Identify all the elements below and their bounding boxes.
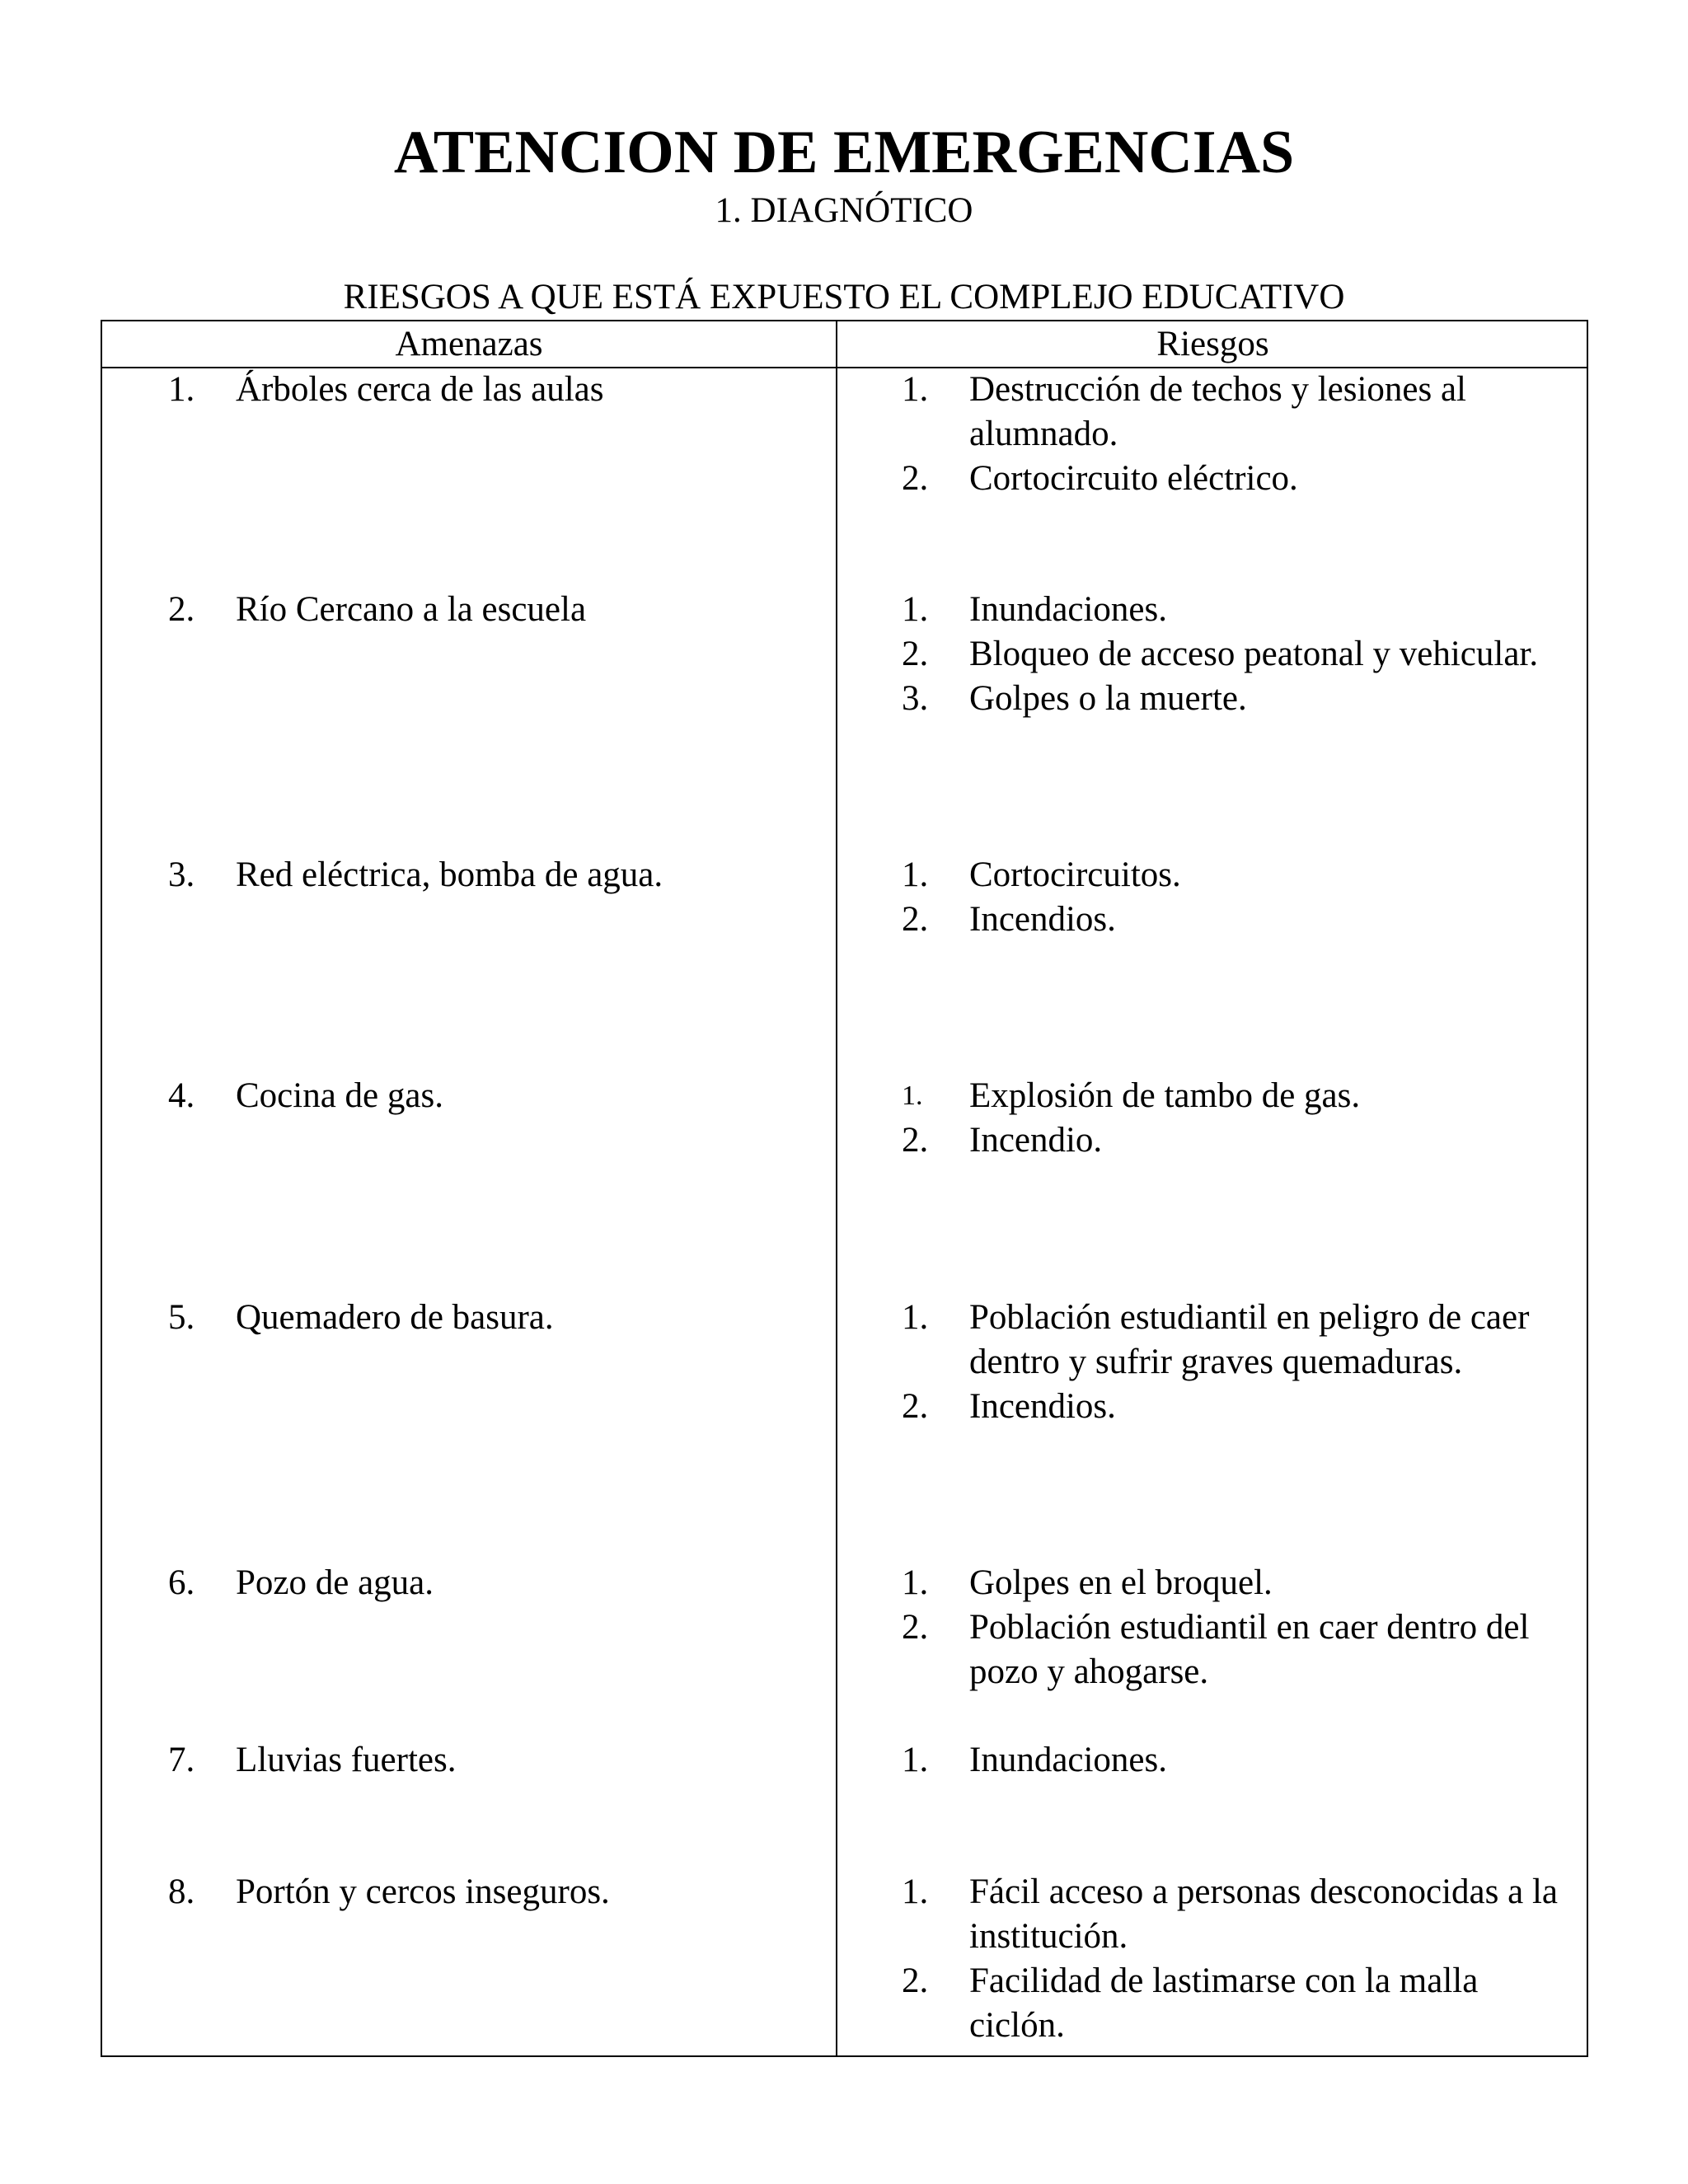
riesgo-text: Bloqueo de acceso peatonal y vehicular.	[969, 635, 1539, 673]
amenaza-number: 7.	[168, 1741, 195, 1779]
list-item	[902, 1118, 1578, 1163]
riesgo-number: 1.	[902, 1298, 929, 1337]
riesgo-number: 1.	[902, 1872, 929, 1911]
riesgo-number: 2.	[902, 635, 929, 673]
list-item	[902, 898, 1578, 942]
list-item	[902, 368, 1578, 457]
amenaza-number: 2.	[168, 590, 195, 629]
amenaza-text: Pozo de agua.	[236, 1563, 434, 1602]
riesgos-list	[902, 1870, 1578, 2048]
list-item	[902, 853, 1578, 898]
column-header-amenazas: Amenazas	[395, 325, 543, 363]
amenaza-cell	[168, 1561, 819, 1605]
list-item	[902, 457, 1578, 501]
list-item	[902, 1296, 1578, 1385]
list-item	[902, 632, 1578, 677]
risk-table	[101, 320, 1588, 2057]
amenaza-cell	[168, 1738, 819, 1783]
amenaza-text: Portón y cercos inseguros.	[236, 1872, 610, 1911]
riesgo-number: 2.	[902, 1387, 929, 1426]
amenaza-number: 6.	[168, 1563, 195, 1602]
amenaza-cell	[168, 853, 819, 898]
riesgo-text: Población estudiantil en caer dentro del pozo y ahogarse.	[969, 1608, 1530, 1691]
list-item	[902, 1738, 1578, 1783]
document-title: ATENCION DE EMERGENCIAS	[393, 119, 1295, 186]
amenaza-cell	[168, 368, 819, 412]
amenaza-cell	[168, 588, 819, 632]
amenaza-number: 8.	[168, 1872, 195, 1911]
table-caption: RIESGOS A QUE ESTÁ EXPUESTO EL COMPLEJO EDUCATIVO	[343, 278, 1345, 316]
riesgo-text: Cortocircuitos.	[969, 855, 1181, 894]
amenaza-text: Árboles cerca de las aulas	[236, 370, 604, 409]
amenaza-cell	[168, 1074, 819, 1118]
riesgo-number: 2.	[902, 900, 929, 939]
riesgo-number: 1.	[902, 855, 929, 894]
amenaza-text: Cocina de gas.	[236, 1076, 443, 1115]
list-item	[902, 1074, 1578, 1118]
riesgos-list	[902, 1296, 1578, 1429]
amenaza-cell	[168, 1296, 819, 1340]
riesgo-number: 3.	[902, 679, 929, 718]
column-divider	[836, 321, 837, 2055]
column-header-riesgos: Riesgos	[1156, 325, 1269, 363]
amenaza-number: 3.	[168, 855, 195, 894]
riesgo-number: 2.	[902, 1608, 929, 1647]
riesgo-text: Cortocircuito eléctrico.	[969, 459, 1298, 498]
riesgo-text: Inundaciones.	[969, 590, 1168, 629]
riesgo-text: Incendio.	[969, 1121, 1103, 1160]
list-item	[902, 1959, 1578, 2048]
riesgo-number: 2.	[902, 459, 929, 498]
list-item	[902, 677, 1578, 721]
riesgo-number: 2.	[902, 1961, 929, 2000]
list-item	[902, 1385, 1578, 1429]
list-item	[902, 1605, 1578, 1694]
riesgos-list	[902, 1738, 1578, 1783]
riesgo-text: Explosión de tambo de gas.	[969, 1076, 1361, 1115]
amenaza-text: Lluvias fuertes.	[236, 1741, 457, 1779]
riesgo-number: 1.	[902, 1080, 923, 1111]
amenaza-number: 5.	[168, 1298, 195, 1337]
riesgos-list	[902, 588, 1578, 721]
riesgo-number: 1.	[902, 1741, 929, 1779]
amenaza-number: 4.	[168, 1076, 195, 1115]
riesgos-list	[902, 1561, 1578, 1694]
list-item	[902, 1870, 1578, 1959]
list-item	[902, 1561, 1578, 1605]
section-heading: 1. DIAGNÓTICO	[715, 191, 973, 230]
riesgos-list	[902, 853, 1578, 942]
riesgo-text: Golpes en el broquel.	[969, 1563, 1273, 1602]
riesgos-list	[902, 1074, 1578, 1163]
riesgo-text: Golpes o la muerte.	[969, 679, 1247, 718]
list-item	[902, 588, 1578, 632]
riesgo-text: Incendios.	[969, 900, 1116, 939]
riesgo-text: Facilidad de lastimarse con la malla ciclón.	[969, 1961, 1479, 2045]
riesgo-number: 1.	[902, 370, 929, 409]
riesgo-text: Incendios.	[969, 1387, 1116, 1426]
riesgo-number: 2.	[902, 1121, 929, 1160]
riesgo-text: Fácil acceso a personas desconocidas a la institución.	[969, 1872, 1558, 1956]
amenaza-text: Quemadero de basura.	[236, 1298, 554, 1337]
riesgo-text: Destrucción de techos y lesiones al alumnado.	[969, 370, 1467, 453]
amenaza-text: Red eléctrica, bomba de agua.	[236, 855, 663, 894]
amenaza-number: 1.	[168, 370, 195, 409]
amenaza-cell	[168, 1870, 819, 1915]
riesgo-text: Inundaciones.	[969, 1741, 1168, 1779]
riesgo-number: 1.	[902, 1563, 929, 1602]
riesgo-text: Población estudiantil en peligro de caer dentro y sufrir graves quemaduras.	[969, 1298, 1530, 1381]
amenaza-text: Río Cercano a la escuela	[236, 590, 587, 629]
riesgos-list	[902, 368, 1578, 501]
riesgo-number: 1.	[902, 590, 929, 629]
